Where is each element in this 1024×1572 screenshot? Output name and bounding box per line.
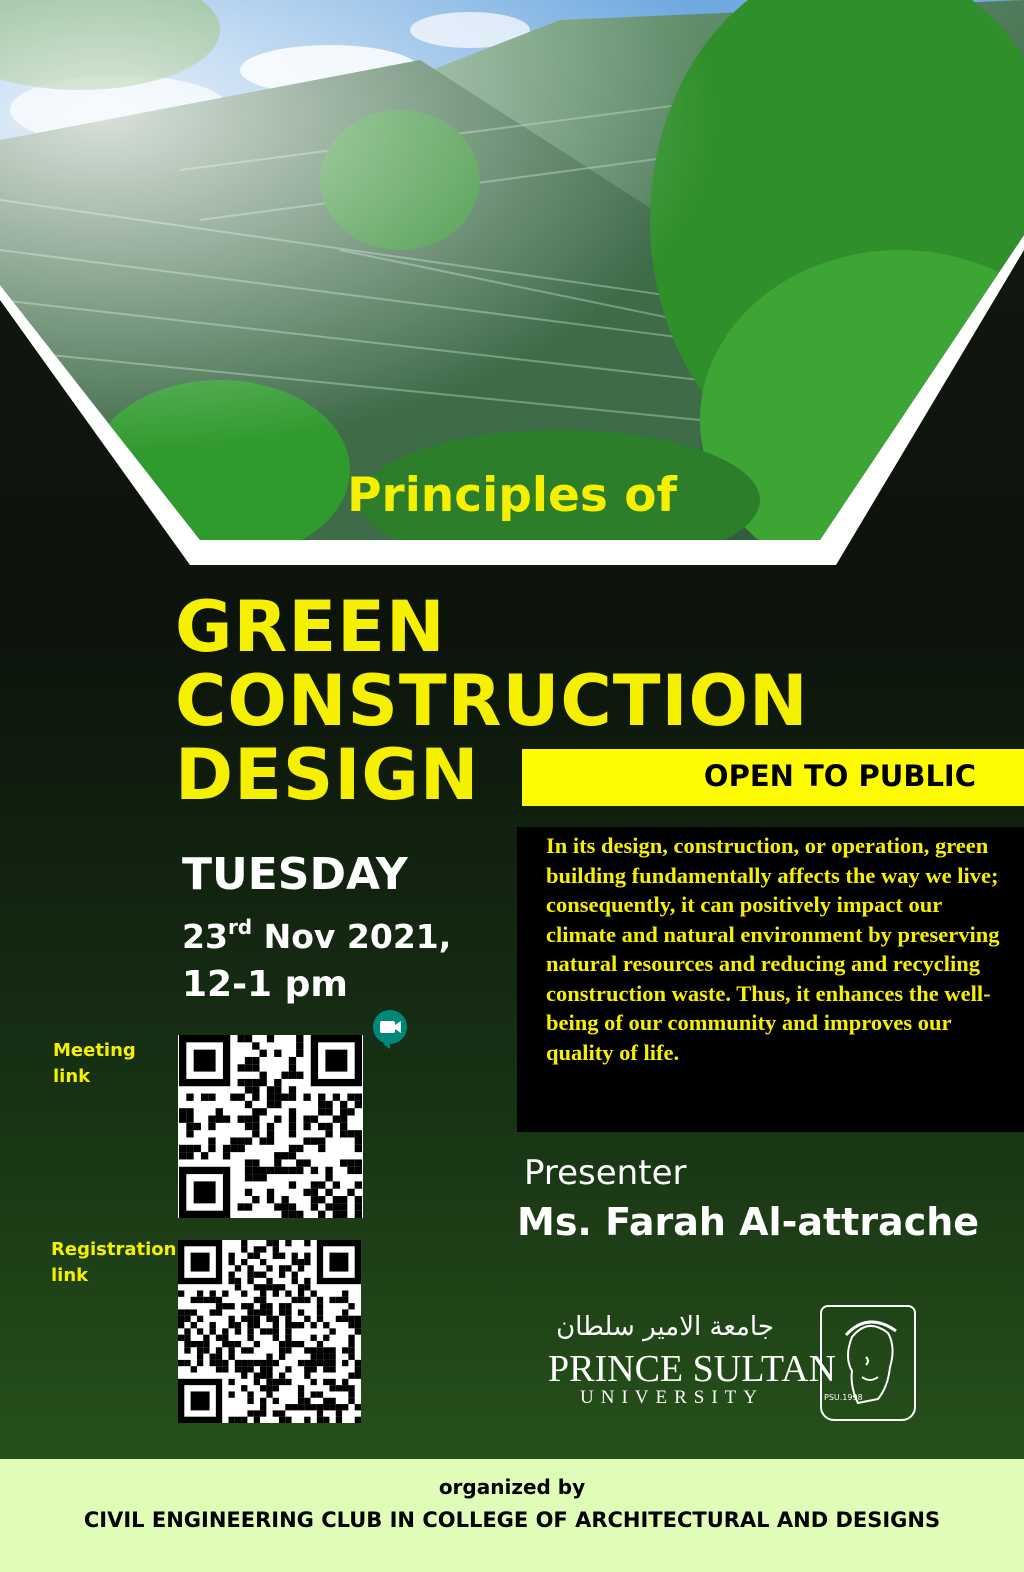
title-line-3: DESIGN <box>175 734 480 816</box>
qr-code-pattern <box>178 1240 361 1423</box>
registration-label-line-2: link <box>51 1265 89 1286</box>
organizer-name: CIVIL ENGINEERING CLUB IN COLLEGE OF ARCHITECTURAL AND DESIGNS <box>83 1508 941 1532</box>
event-time: 12-1 pm <box>182 964 348 1005</box>
organized-by-label: organized by <box>438 1475 586 1499</box>
meeting-label-line-2: link <box>53 1066 91 1087</box>
portrait-icon <box>822 1307 914 1419</box>
registration-label-line-1: Registration <box>51 1239 177 1260</box>
event-description: In its design, construction, or operation, green building fundamentally affects the way we live; consequently, it can positively impact our climate and natural environment by preserving natural resources and reducing and recycling construction waste. Thus, it enhances the well-being of our community and improves our quality of life. <box>546 833 1000 1065</box>
presenter-name: Ms. Farah Al-attrache <box>517 1200 980 1244</box>
badge-label: OPEN TO PUBLIC <box>703 759 976 793</box>
title-line-1: GREEN <box>175 586 446 668</box>
title-line-2: CONSTRUCTION <box>175 660 809 742</box>
description-box <box>517 827 1024 1132</box>
university-emblem <box>820 1305 916 1421</box>
event-day: TUESDAY <box>182 849 408 900</box>
meeting-qr-code[interactable] <box>178 1035 363 1218</box>
university-arabic-name: جامعة الامير سلطان <box>556 1312 774 1342</box>
registration-qr-code[interactable] <box>178 1240 361 1423</box>
date-number: 23 <box>182 917 228 956</box>
registration-link-label <box>51 1237 176 1289</box>
video-camera-icon[interactable] <box>371 1008 409 1050</box>
meeting-label-line-1: Meeting <box>53 1040 136 1061</box>
date-suffix: rd <box>227 915 253 939</box>
university-subtitle: UNIVERSITY <box>580 1387 764 1408</box>
meeting-link-label <box>53 1038 136 1090</box>
university-name: PRINCE SULTAN <box>548 1348 836 1390</box>
footer-band <box>0 1459 1024 1572</box>
title-prefix: Principles of <box>347 468 677 523</box>
open-to-public-badge <box>522 749 1024 806</box>
event-schedule <box>182 850 451 1010</box>
date-month-year: Nov 2021, <box>252 917 452 956</box>
qr-code-pattern <box>178 1035 363 1218</box>
presenter-label: Presenter <box>524 1153 687 1193</box>
emblem-year: PSU.1998 <box>824 1393 863 1402</box>
event-date <box>182 904 451 960</box>
